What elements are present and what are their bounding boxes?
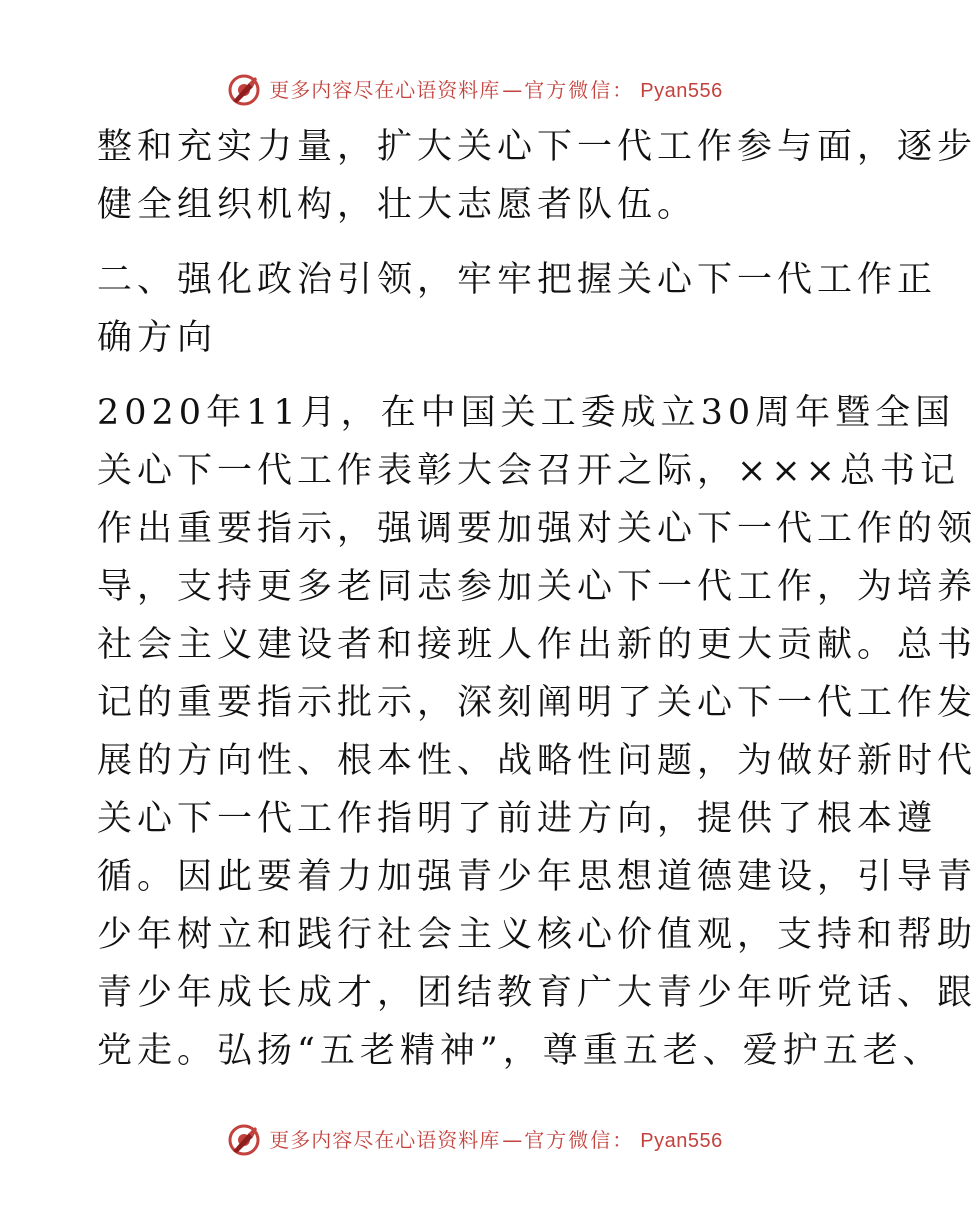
text-line: 党走。弘扬“五老精神”，尊重五老、爱护五老、 (97, 1031, 943, 1071)
watermark-dash: — (502, 77, 523, 102)
watermark-wechat-id: Pyan556 (640, 79, 723, 102)
pen-logo-icon (227, 1123, 261, 1157)
text-line: 确方向 (97, 318, 218, 358)
text-line: 二、强化政治引领，牢牢把握关心下一代工作正 (97, 260, 938, 300)
watermark-main-text: 更多内容尽在心语资料库 (269, 1127, 501, 1152)
watermark-official-label: 官方微信： (524, 1127, 635, 1152)
watermark-main-text: 更多内容尽在心语资料库 (269, 77, 501, 102)
watermark-dash: — (502, 1127, 523, 1152)
text-line: 2020年11月，在中国关工委成立30周年暨全国 (97, 393, 956, 433)
text-line: 记的重要指示批示，深刻阐明了关心下一代工作发 (97, 683, 977, 723)
text-line: 健全组织机构，壮大志愿者队伍。 (97, 185, 698, 225)
text-line: 导，支持更多老同志参加关心下一代工作，为培养 (97, 567, 977, 607)
pen-logo-icon (227, 73, 261, 107)
document-body (97, 118, 977, 1080)
text-line: 循。因此要着力加强青少年思想道德建设，引导青 (97, 857, 977, 897)
paragraph (97, 384, 977, 1080)
text-line: 展的方向性、根本性、战略性问题，为做好新时代 (97, 741, 977, 781)
text-line: 少年树立和践行社会主义核心价值观，支持和帮助 (97, 915, 977, 955)
text-line: 整和充实力量，扩大关心下一代工作参与面，逐步 (97, 127, 977, 167)
footer-watermark (0, 1120, 950, 1160)
text-line: 青少年成长成才，团结教育广大青少年听党话、跟 (97, 973, 977, 1013)
text-line: 作出重要指示，强调要加强对关心下一代工作的领 (97, 509, 977, 549)
text-line: 社会主义建设者和接班人作出新的更大贡献。总书 (97, 625, 977, 665)
section-heading (97, 251, 938, 367)
watermark-wechat-id: Pyan556 (640, 1129, 723, 1152)
text-line: 关心下一代工作表彰大会召开之际，×××总书记 (97, 451, 960, 491)
text-line: 关心下一代工作指明了前进方向，提供了根本遵 (97, 799, 938, 839)
watermark-text (269, 77, 723, 102)
paragraph (97, 118, 977, 234)
header-watermark (0, 70, 950, 110)
watermark-official-label: 官方微信： (524, 77, 635, 102)
watermark-text (269, 1127, 723, 1152)
